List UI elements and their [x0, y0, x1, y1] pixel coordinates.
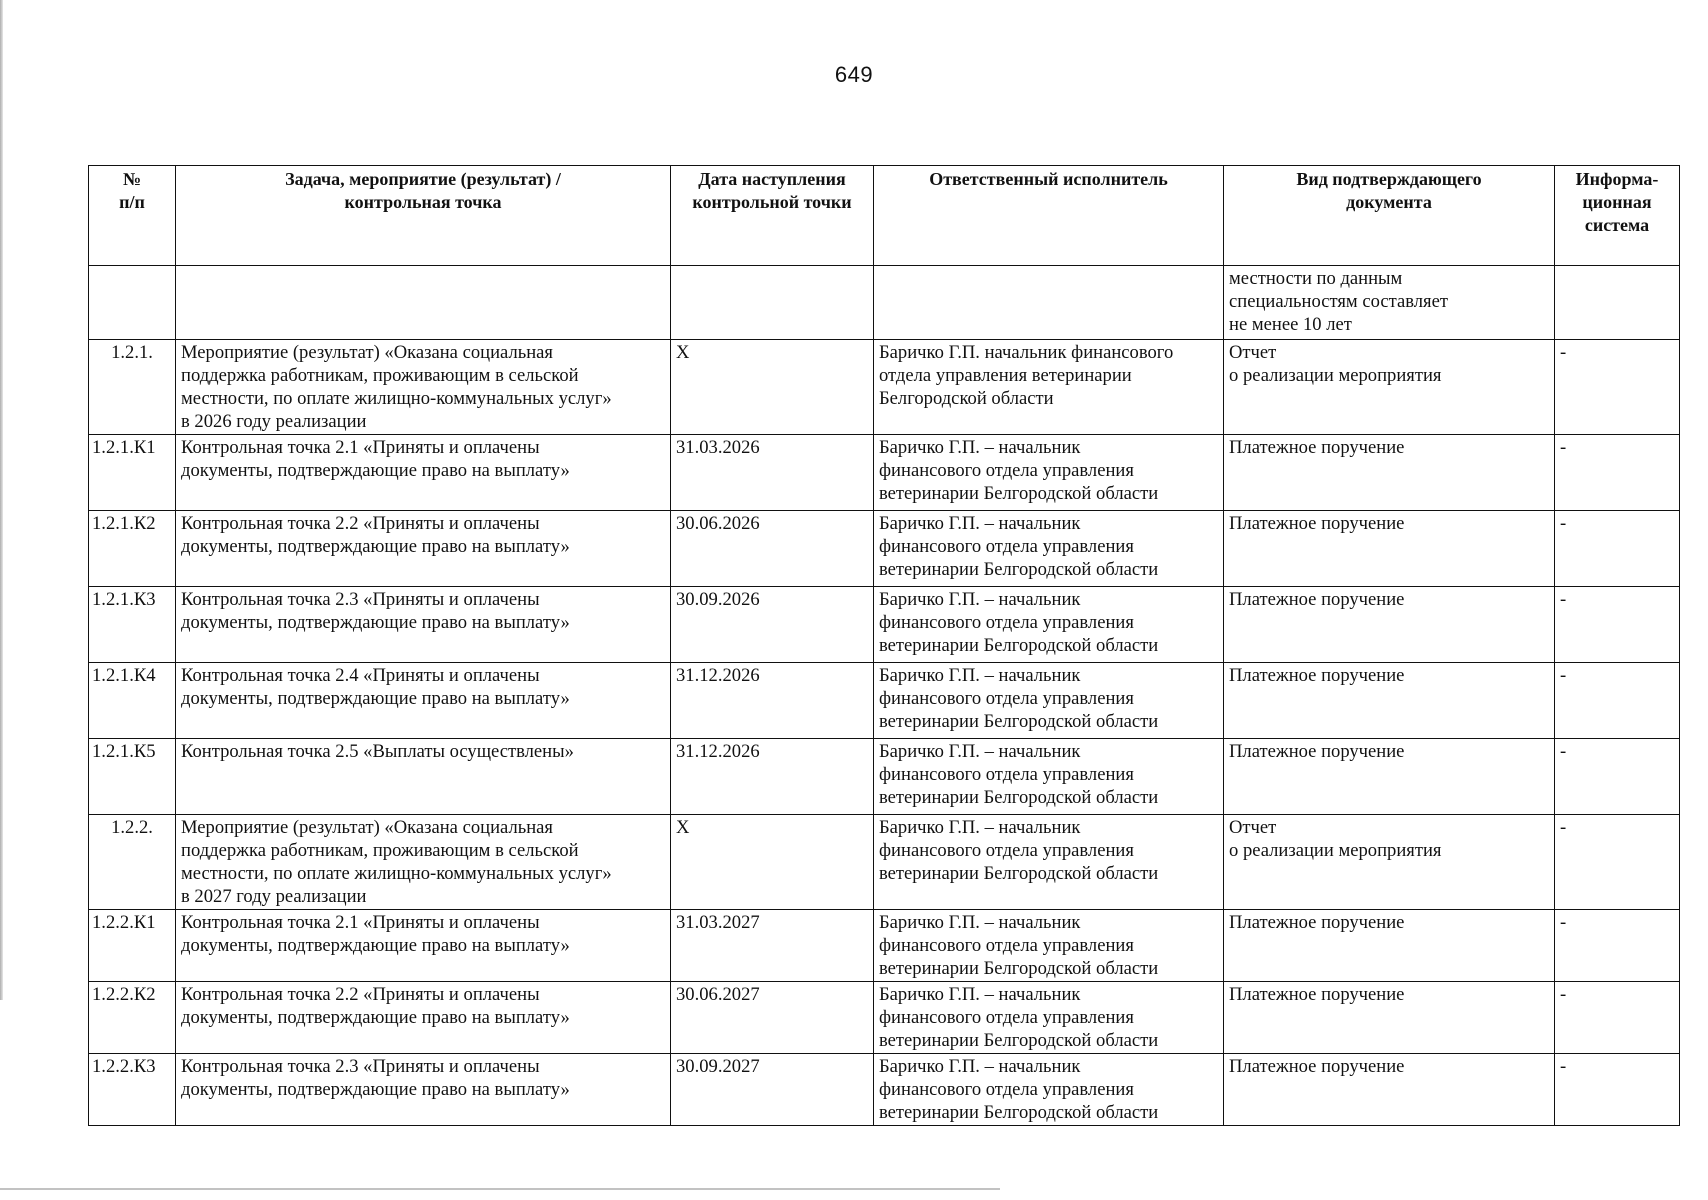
cell-system: -	[1555, 340, 1680, 435]
cell-task-line: Контрольная точка 2.1 «Приняты и оплачены	[181, 437, 540, 458]
cell-document-line: Платежное поручение	[1229, 984, 1405, 1005]
cell-date-line: 30.09.2026	[676, 589, 760, 610]
cell-executor-line: финансового отдела управления	[879, 1007, 1134, 1028]
cell-executor-line: Белгородской области	[879, 388, 1054, 409]
cell-executor-line: Баричко Г.П. начальник финансового	[879, 342, 1174, 363]
cell-task-line: Контрольная точка 2.5 «Выплаты осуществлены»	[181, 741, 574, 762]
cell-system: -	[1555, 1054, 1680, 1126]
cell-task-line: местности, по оплате жилищно-коммунальных услуг»	[181, 863, 612, 884]
cell-task-line: Мероприятие (результат) «Оказана социальная	[181, 817, 553, 838]
scan-line-bottom	[0, 1188, 1000, 1190]
header-number-line: №	[122, 169, 142, 189]
cell-number: 1.2.1.	[89, 340, 176, 435]
cell-date	[671, 982, 874, 1054]
cell-number: 1.2.2.К3	[89, 1054, 176, 1126]
cell-document-line: Платежное поручение	[1229, 513, 1405, 534]
cell-document-line: не менее 10 лет	[1229, 314, 1352, 335]
cell-document	[1224, 1054, 1555, 1126]
cell-task-line: документы, подтверждающие право на выплату»	[181, 536, 570, 557]
cell-system: -	[1555, 663, 1680, 739]
cell-document-line: Платежное поручение	[1229, 912, 1405, 933]
cell-date-line: 30.06.2026	[676, 513, 760, 534]
cell-executor-line: Баричко Г.П. – начальник	[879, 665, 1081, 686]
table-header	[89, 166, 1680, 266]
control-points-table	[88, 165, 1680, 1126]
cell-number: 1.2.1.К3	[89, 587, 176, 663]
cell-executor	[874, 340, 1224, 435]
cell-executor-line: финансового отдела управления	[879, 764, 1134, 785]
header-system-line: Информа-	[1575, 169, 1659, 189]
cell-task	[176, 435, 671, 511]
cell-system: -	[1555, 435, 1680, 511]
cell-number: 1.2.1.К1	[89, 435, 176, 511]
header-document-line: Вид подтверждающего	[1296, 169, 1482, 189]
cell-executor-line: ветеринарии Белгородской области	[879, 483, 1159, 504]
cell-date	[671, 340, 874, 435]
header-executor-line: Ответственный исполнитель	[929, 169, 1168, 189]
cell-number: 1.2.2.К1	[89, 910, 176, 982]
cell-date-line: 30.06.2027	[676, 984, 760, 1005]
cell-date	[671, 663, 874, 739]
cell-executor-line: финансового отдела управления	[879, 460, 1134, 481]
cell-task-line: Мероприятие (результат) «Оказана социальная	[181, 342, 553, 363]
cell-date	[671, 910, 874, 982]
cell-task-line: документы, подтверждающие право на выплату»	[181, 1079, 570, 1100]
header-date-line: контрольной точки	[692, 192, 852, 212]
header-executor	[874, 166, 1224, 266]
cell-executor-line: ветеринарии Белгородской области	[879, 863, 1159, 884]
cell-executor-line: финансового отдела управления	[879, 840, 1134, 861]
cell-task	[176, 511, 671, 587]
header-number-line: п/п	[119, 192, 145, 212]
cell-executor-line: ветеринарии Белгородской области	[879, 559, 1159, 580]
cell-document-line: о реализации мероприятия	[1229, 365, 1442, 386]
cell-task	[176, 910, 671, 982]
cell-system: -	[1555, 910, 1680, 982]
cell-task-line: документы, подтверждающие право на выплату»	[181, 935, 570, 956]
cell-task	[176, 266, 671, 340]
cell-task	[176, 982, 671, 1054]
cell-number: 1.2.1.К4	[89, 663, 176, 739]
cell-document	[1224, 910, 1555, 982]
cell-executor-line: Баричко Г.П. – начальник	[879, 1056, 1081, 1077]
cell-executor-line: ветеринарии Белгородской области	[879, 711, 1159, 732]
cell-date-line: Х	[676, 817, 690, 838]
cell-executor-line: финансового отдела управления	[879, 1079, 1134, 1100]
header-date	[671, 166, 874, 266]
header-task	[176, 166, 671, 266]
cell-date	[671, 815, 874, 910]
cell-date-line: 31.12.2026	[676, 665, 760, 686]
cell-number: 1.2.2.	[89, 815, 176, 910]
cell-executor-line: ветеринарии Белгородской области	[879, 1102, 1159, 1123]
cell-document	[1224, 982, 1555, 1054]
cell-task	[176, 1054, 671, 1126]
cell-executor	[874, 266, 1224, 340]
cell-executor	[874, 739, 1224, 815]
cell-document-line: специальностям составляет	[1229, 291, 1448, 312]
header-system	[1555, 166, 1680, 266]
cell-date	[671, 587, 874, 663]
cell-executor	[874, 1054, 1224, 1126]
table-row	[89, 587, 1680, 663]
cell-executor-line: финансового отдела управления	[879, 688, 1134, 709]
table-row	[89, 435, 1680, 511]
scan-edge-left	[0, 0, 3, 1000]
cell-number: 1.2.1.К5	[89, 739, 176, 815]
cell-document	[1224, 511, 1555, 587]
cell-executor-line: отдела управления ветеринарии	[879, 365, 1132, 386]
cell-executor-line: Баричко Г.П. – начальник	[879, 912, 1081, 933]
header-task-line: контрольная точка	[344, 192, 502, 212]
table-header-row	[89, 166, 1680, 266]
cell-date	[671, 266, 874, 340]
cell-executor-line: финансового отдела управления	[879, 935, 1134, 956]
table-row	[89, 982, 1680, 1054]
cell-executor-line: Баричко Г.П. – начальник	[879, 817, 1081, 838]
cell-date	[671, 739, 874, 815]
cell-document	[1224, 340, 1555, 435]
cell-number: 1.2.1.К2	[89, 511, 176, 587]
cell-task-line: документы, подтверждающие право на выплату»	[181, 1007, 570, 1028]
cell-document-line: Отчет	[1229, 342, 1277, 363]
cell-task-line: поддержка работникам, проживающим в сельской	[181, 840, 579, 861]
header-date-line: Дата наступления	[698, 169, 846, 189]
table-row	[89, 340, 1680, 435]
cell-executor-line: Баричко Г.П. – начальник	[879, 437, 1081, 458]
cell-date	[671, 511, 874, 587]
cell-task-line: Контрольная точка 2.4 «Приняты и оплачены	[181, 665, 540, 686]
header-system-line: ционная	[1582, 192, 1652, 212]
cell-system	[1555, 266, 1680, 340]
cell-system: -	[1555, 815, 1680, 910]
cell-executor	[874, 663, 1224, 739]
cell-executor	[874, 587, 1224, 663]
table-row	[89, 511, 1680, 587]
cell-task	[176, 663, 671, 739]
cell-task-line: Контрольная точка 2.2 «Приняты и оплачены	[181, 984, 540, 1005]
cell-date-line: Х	[676, 342, 690, 363]
cell-system: -	[1555, 739, 1680, 815]
cell-task	[176, 739, 671, 815]
cell-executor-line: Баричко Г.П. – начальник	[879, 589, 1081, 610]
cell-number: 1.2.2.К2	[89, 982, 176, 1054]
header-document-line: документа	[1346, 192, 1432, 212]
page-number: 649	[834, 62, 874, 87]
cell-executor-line: ветеринарии Белгородской области	[879, 958, 1159, 979]
cell-system: -	[1555, 587, 1680, 663]
table-row	[89, 1054, 1680, 1126]
cell-executor	[874, 910, 1224, 982]
cell-task-line: Контрольная точка 2.2 «Приняты и оплачены	[181, 513, 540, 534]
cell-task	[176, 815, 671, 910]
cell-task-line: Контрольная точка 2.3 «Приняты и оплачены	[181, 589, 540, 610]
cell-document-line: о реализации мероприятия	[1229, 840, 1442, 861]
cell-document-line: местности по данным	[1229, 268, 1403, 289]
table-row	[89, 266, 1680, 340]
cell-document	[1224, 739, 1555, 815]
cell-task	[176, 587, 671, 663]
cell-document-line: Отчет	[1229, 817, 1277, 838]
cell-executor-line: ветеринарии Белгородской области	[879, 635, 1159, 656]
cell-executor-line: ветеринарии Белгородской области	[879, 787, 1159, 808]
cell-executor	[874, 511, 1224, 587]
cell-task	[176, 340, 671, 435]
cell-system: -	[1555, 982, 1680, 1054]
cell-executor-line: Баричко Г.П. – начальник	[879, 513, 1081, 534]
cell-executor-line: Баричко Г.П. – начальник	[879, 984, 1081, 1005]
cell-date	[671, 1054, 874, 1126]
cell-document-line: Платежное поручение	[1229, 741, 1405, 762]
cell-task-line: документы, подтверждающие право на выплату»	[181, 688, 570, 709]
cell-document	[1224, 435, 1555, 511]
cell-date	[671, 435, 874, 511]
cell-executor-line: Баричко Г.П. – начальник	[879, 741, 1081, 762]
cell-document-line: Платежное поручение	[1229, 589, 1405, 610]
header-system-line: система	[1584, 215, 1650, 235]
cell-system: -	[1555, 511, 1680, 587]
cell-task-line: Контрольная точка 2.1 «Приняты и оплачены	[181, 912, 540, 933]
cell-document	[1224, 815, 1555, 910]
cell-task-line: местности, по оплате жилищно-коммунальных услуг»	[181, 388, 612, 409]
cell-executor-line: ветеринарии Белгородской области	[879, 1030, 1159, 1051]
cell-document	[1224, 663, 1555, 739]
cell-task-line: документы, подтверждающие право на выплату»	[181, 612, 570, 633]
cell-task-line: в 2027 году реализации	[181, 886, 367, 907]
table-row	[89, 815, 1680, 910]
cell-task-line: поддержка работникам, проживающим в сельской	[181, 365, 579, 386]
cell-date-line: 31.12.2026	[676, 741, 760, 762]
cell-executor	[874, 435, 1224, 511]
cell-task-line: в 2026 году реализации	[181, 411, 367, 432]
cell-document	[1224, 266, 1555, 340]
table-row	[89, 910, 1680, 982]
cell-task-line: Контрольная точка 2.3 «Приняты и оплачены	[181, 1056, 540, 1077]
cell-executor	[874, 982, 1224, 1054]
table-row	[89, 663, 1680, 739]
cell-executor-line: финансового отдела управления	[879, 612, 1134, 633]
cell-number	[89, 266, 176, 340]
table-body	[89, 266, 1680, 1126]
cell-document-line: Платежное поручение	[1229, 1056, 1405, 1077]
cell-document	[1224, 587, 1555, 663]
cell-date-line: 31.03.2027	[676, 912, 760, 933]
table-row	[89, 739, 1680, 815]
header-document	[1224, 166, 1555, 266]
cell-task-line: документы, подтверждающие право на выплату»	[181, 460, 570, 481]
cell-date-line: 31.03.2026	[676, 437, 760, 458]
cell-date-line: 30.09.2027	[676, 1056, 760, 1077]
header-number	[89, 166, 176, 266]
cell-document-line: Платежное поручение	[1229, 665, 1405, 686]
cell-executor	[874, 815, 1224, 910]
header-task-line: Задача, мероприятие (результат) /	[285, 169, 561, 189]
cell-document-line: Платежное поручение	[1229, 437, 1405, 458]
cell-executor-line: финансового отдела управления	[879, 536, 1134, 557]
